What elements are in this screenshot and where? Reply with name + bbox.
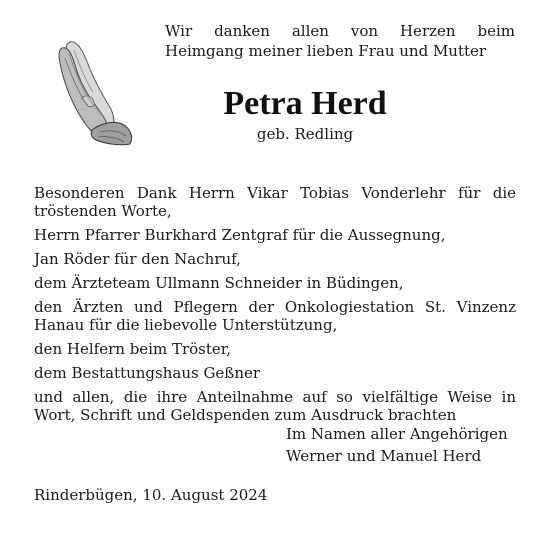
thanks-line: den Ärzten und Pflegern der Onkologiestation St. Vinzenz (34, 298, 516, 316)
thanks-line: und allen, die ihre Anteilnahme auf so vielfältige Weise in (34, 388, 516, 406)
thanks-line: dem Ärzteteam Ullmann Schneider in Büdingen, (34, 274, 404, 292)
list-item (34, 388, 516, 424)
praying-hands-icon (48, 38, 136, 148)
list-item (34, 226, 516, 244)
list-item (34, 250, 516, 268)
list-item (34, 364, 516, 382)
place-date: Rinderbügen, 10. August 2024 (34, 486, 268, 504)
intro-line-1: Wir danken allen von Herzen beim (165, 22, 515, 40)
signature (286, 423, 526, 467)
signature-line-2: Werner und Manuel Herd (286, 447, 482, 465)
deceased-name: Petra Herd (223, 85, 387, 122)
thanks-line: Wort, Schrift und Geldspenden zum Ausdruck brachten (34, 406, 457, 424)
thanks-line: Herrn Pfarrer Burkhard Zentgraf für die Aussegnung, (34, 226, 446, 244)
list-item (34, 184, 516, 220)
thanks-line: tröstenden Worte, (34, 202, 172, 220)
thanks-line: dem Bestattungshaus Geßner (34, 364, 261, 382)
intro-text (165, 21, 515, 61)
list-item (34, 274, 516, 292)
thanks-line: Jan Röder für den Nachruf, (34, 250, 241, 268)
intro-line-2: Heimgang meiner lieben Frau und Mutter (165, 42, 487, 60)
thanks-line: den Helfern beim Tröster, (34, 340, 232, 358)
thanks-line: Besonderen Dank Herrn Vikar Tobias Vonderlehr für die (34, 184, 516, 202)
list-item (34, 340, 516, 358)
signature-line-1: Im Namen aller Angehörigen (286, 425, 508, 443)
thanks-line: Hanau für die liebevolle Unterstützung, (34, 316, 338, 334)
thanks-list (34, 184, 516, 430)
list-item (34, 298, 516, 334)
maiden-name: geb. Redling (256, 125, 354, 143)
